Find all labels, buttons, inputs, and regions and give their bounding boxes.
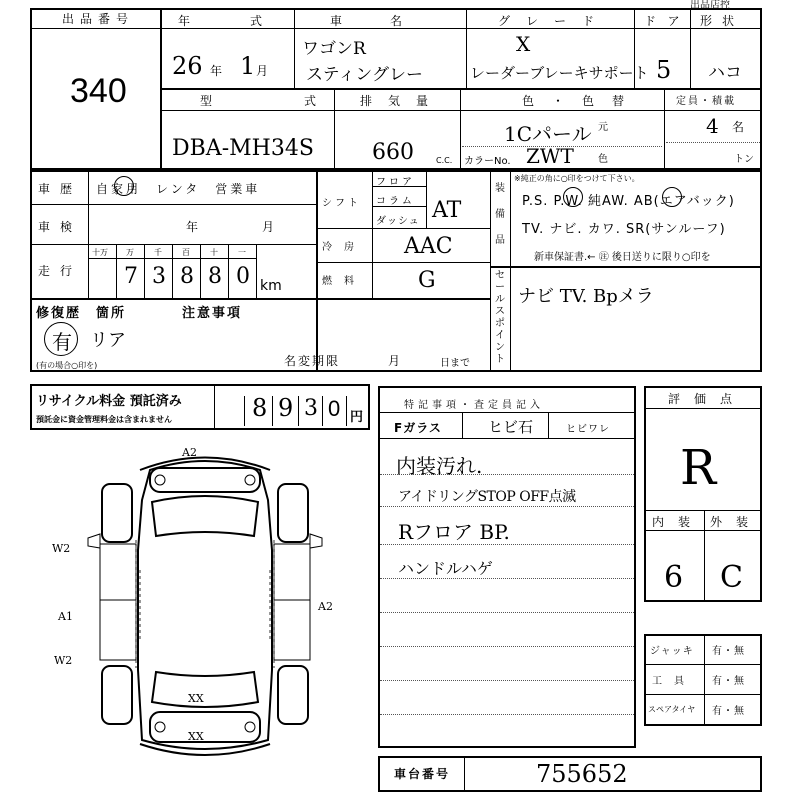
accessory-spare-value: 有・無 bbox=[712, 706, 745, 717]
grade-header: グレード bbox=[498, 14, 611, 28]
recycle-digit-4: 0 bbox=[328, 396, 341, 421]
capacity-header: 定員・積載 bbox=[676, 96, 736, 107]
accessory-jack-label: ジャッキ bbox=[650, 646, 694, 657]
recycle-digit-3: 3 bbox=[304, 396, 318, 421]
shape-value: ハコ bbox=[708, 63, 742, 83]
capacity-value: 4 bbox=[706, 114, 719, 138]
mileage-label: 走行 bbox=[38, 264, 83, 278]
digit-unit-1k: 千 bbox=[154, 248, 162, 257]
interior-label: 内装 bbox=[652, 515, 705, 529]
color-no-label: カラーNo. bbox=[464, 156, 511, 167]
mileage-digit-1: 0 bbox=[236, 264, 250, 289]
evaluation-label: 評価点 bbox=[668, 392, 747, 406]
color-no-value: ZWT bbox=[526, 144, 574, 168]
ac-value: AAC bbox=[404, 234, 453, 259]
inspection-label: 車検 bbox=[38, 220, 83, 234]
mileage-digit-10k: 7 bbox=[124, 264, 138, 289]
color-header: 色・色替 bbox=[522, 94, 643, 108]
digit-unit-10k: 万 bbox=[126, 248, 134, 257]
repair-notes-label: 注意事項 bbox=[182, 306, 243, 321]
crack-label: ヒビワレ bbox=[566, 424, 610, 435]
mileage-digit-100: 8 bbox=[180, 264, 194, 289]
model-value: DBA-MH34S bbox=[172, 136, 314, 161]
history-options: 自家用 レンタ 営業車 bbox=[96, 182, 261, 196]
equipment-label: 装備品 bbox=[495, 183, 505, 246]
car-name-header: 車 名 bbox=[330, 14, 421, 28]
inspection-month-unit: 月 bbox=[262, 220, 277, 234]
listing-number-label: 出品番号 bbox=[62, 12, 135, 26]
digit-unit-10: 十 bbox=[210, 248, 218, 257]
shift-value: AT bbox=[432, 198, 462, 223]
iro-label: 色 bbox=[598, 154, 608, 165]
color-name-value: 1Cパール bbox=[504, 122, 592, 146]
mark-left-w2-lower: W2 bbox=[54, 654, 73, 667]
year-header: 年 bbox=[178, 14, 193, 28]
repair-label: 修復歴 箇所 bbox=[36, 306, 127, 321]
mark-front-a2: A2 bbox=[182, 446, 197, 459]
shape-header: 形状 bbox=[700, 14, 745, 28]
year-value: 26 bbox=[172, 52, 203, 80]
shift-option-dash: ダッシュ bbox=[376, 216, 420, 227]
digit-unit-1: 一 bbox=[238, 248, 246, 257]
ac-label: 冷房 bbox=[322, 242, 366, 253]
car-name-line2: スティングレー bbox=[306, 65, 423, 85]
glass-label: Fガラス bbox=[394, 421, 442, 435]
year-unit: 年 bbox=[210, 64, 225, 78]
grade-line1: X bbox=[516, 32, 531, 56]
mark-left-w2: W2 bbox=[52, 542, 71, 555]
equipment-line1: P.S. P.W. 純AW. AB(エアバック) bbox=[522, 194, 735, 209]
sales-point-label: セールスポイント bbox=[495, 270, 505, 365]
repair-circle bbox=[44, 322, 78, 356]
accessory-jack-value: 有・無 bbox=[712, 646, 745, 657]
name-change-until: 日まで bbox=[440, 358, 470, 369]
repair-sub-value: リア bbox=[90, 330, 126, 351]
recycle-yen: 円 bbox=[350, 410, 366, 425]
private-use-circle bbox=[114, 176, 134, 196]
shift-option-floor: フロア bbox=[376, 177, 415, 188]
km-unit: km bbox=[260, 278, 282, 294]
capacity-unit: 名 bbox=[732, 120, 747, 134]
sales-point-value: ナビ TV. Bpメラ bbox=[518, 286, 654, 307]
car-diagram bbox=[40, 440, 370, 770]
mileage-digit-1k: 3 bbox=[152, 264, 166, 289]
chassis-value: 755652 bbox=[536, 760, 628, 788]
inspection-year-unit: 年 bbox=[186, 220, 201, 234]
recycle-note: 預託金に資金管理料金は含まれません bbox=[36, 415, 172, 424]
recycle-label: リサイクル料金 預託済み bbox=[36, 394, 182, 409]
remark-line-1: 内装汚れ. bbox=[396, 454, 483, 478]
form-header: 式 bbox=[250, 14, 265, 28]
displacement-header: 排気量 bbox=[360, 94, 445, 108]
displacement-value: 660 bbox=[372, 140, 414, 165]
accessory-spare-label: スペアタイヤ bbox=[648, 705, 696, 714]
shift-option-column: コラム bbox=[376, 196, 415, 207]
pw-circle bbox=[563, 187, 583, 207]
equipment-line3: 新車保証書.← ㊟ 後日送りに限り○印を bbox=[534, 252, 711, 263]
name-change-month: 月 bbox=[388, 354, 403, 368]
mark-right-a2: A2 bbox=[318, 600, 333, 613]
door-header: ドア bbox=[644, 14, 692, 28]
recycle-digit-1: 8 bbox=[252, 394, 268, 422]
remark-line-4: ハンドルハゲ bbox=[398, 559, 493, 578]
exterior-label: 外装 bbox=[710, 515, 763, 529]
remark-line-2: アイドリングSTOP OFF点滅 bbox=[398, 489, 576, 505]
exterior-score: C bbox=[720, 560, 743, 595]
interior-score: 6 bbox=[664, 560, 684, 595]
equipment-line2: TV. ナビ. カワ. SR(サンルーフ) bbox=[522, 222, 726, 237]
repair-sub-note: (有の場合○印を) bbox=[36, 361, 98, 370]
listing-number-value: 340 bbox=[70, 72, 127, 110]
grade-line2: レーダーブレーキサポート bbox=[470, 64, 649, 82]
digit-unit-100: 百 bbox=[182, 248, 190, 257]
ton-label: トン bbox=[734, 154, 754, 165]
repair-value: 有 bbox=[52, 330, 72, 354]
shift-label: シフト bbox=[322, 198, 361, 209]
mark-left-a1: A1 bbox=[58, 610, 73, 623]
digit-unit-100k: 十万 bbox=[92, 248, 108, 257]
mark-rear-xx: XX bbox=[188, 692, 204, 705]
type-header: 型 式 bbox=[200, 94, 357, 108]
remark-line-3: Rフロア BP. bbox=[398, 520, 510, 544]
chassis-label: 車台番号 bbox=[394, 767, 451, 781]
remarks-label: 特記事項・査定員記入 bbox=[404, 400, 544, 411]
ab-circle bbox=[662, 187, 682, 207]
equipment-note: ※純正の角に○印をつけて下さい。 bbox=[514, 174, 640, 183]
dealer-copy-label: 出品店控 bbox=[690, 0, 730, 11]
cc-unit: C.C. bbox=[436, 156, 453, 165]
mileage-digit-10: 8 bbox=[208, 264, 222, 289]
name-change-label: 名変期限 bbox=[284, 354, 341, 368]
mark-bumper-xx: XX bbox=[188, 730, 204, 743]
doors-value: 5 bbox=[656, 56, 672, 84]
recycle-digit-2: 9 bbox=[278, 394, 294, 422]
accessory-tools-label: 工 具 bbox=[652, 676, 685, 687]
month-value: 1 bbox=[240, 52, 256, 80]
fuel-label: 燃料 bbox=[322, 276, 366, 287]
accessory-tools-value: 有・無 bbox=[712, 676, 745, 687]
moto-label: 元 bbox=[598, 122, 608, 133]
fuel-value: G bbox=[418, 268, 436, 293]
glass-value: ヒビ石 bbox=[488, 418, 534, 436]
evaluation-score: R bbox=[680, 440, 717, 496]
history-label: 車歴 bbox=[38, 182, 83, 196]
car-name-line1: ワゴンR bbox=[302, 39, 366, 59]
month-unit: 月 bbox=[256, 64, 271, 78]
